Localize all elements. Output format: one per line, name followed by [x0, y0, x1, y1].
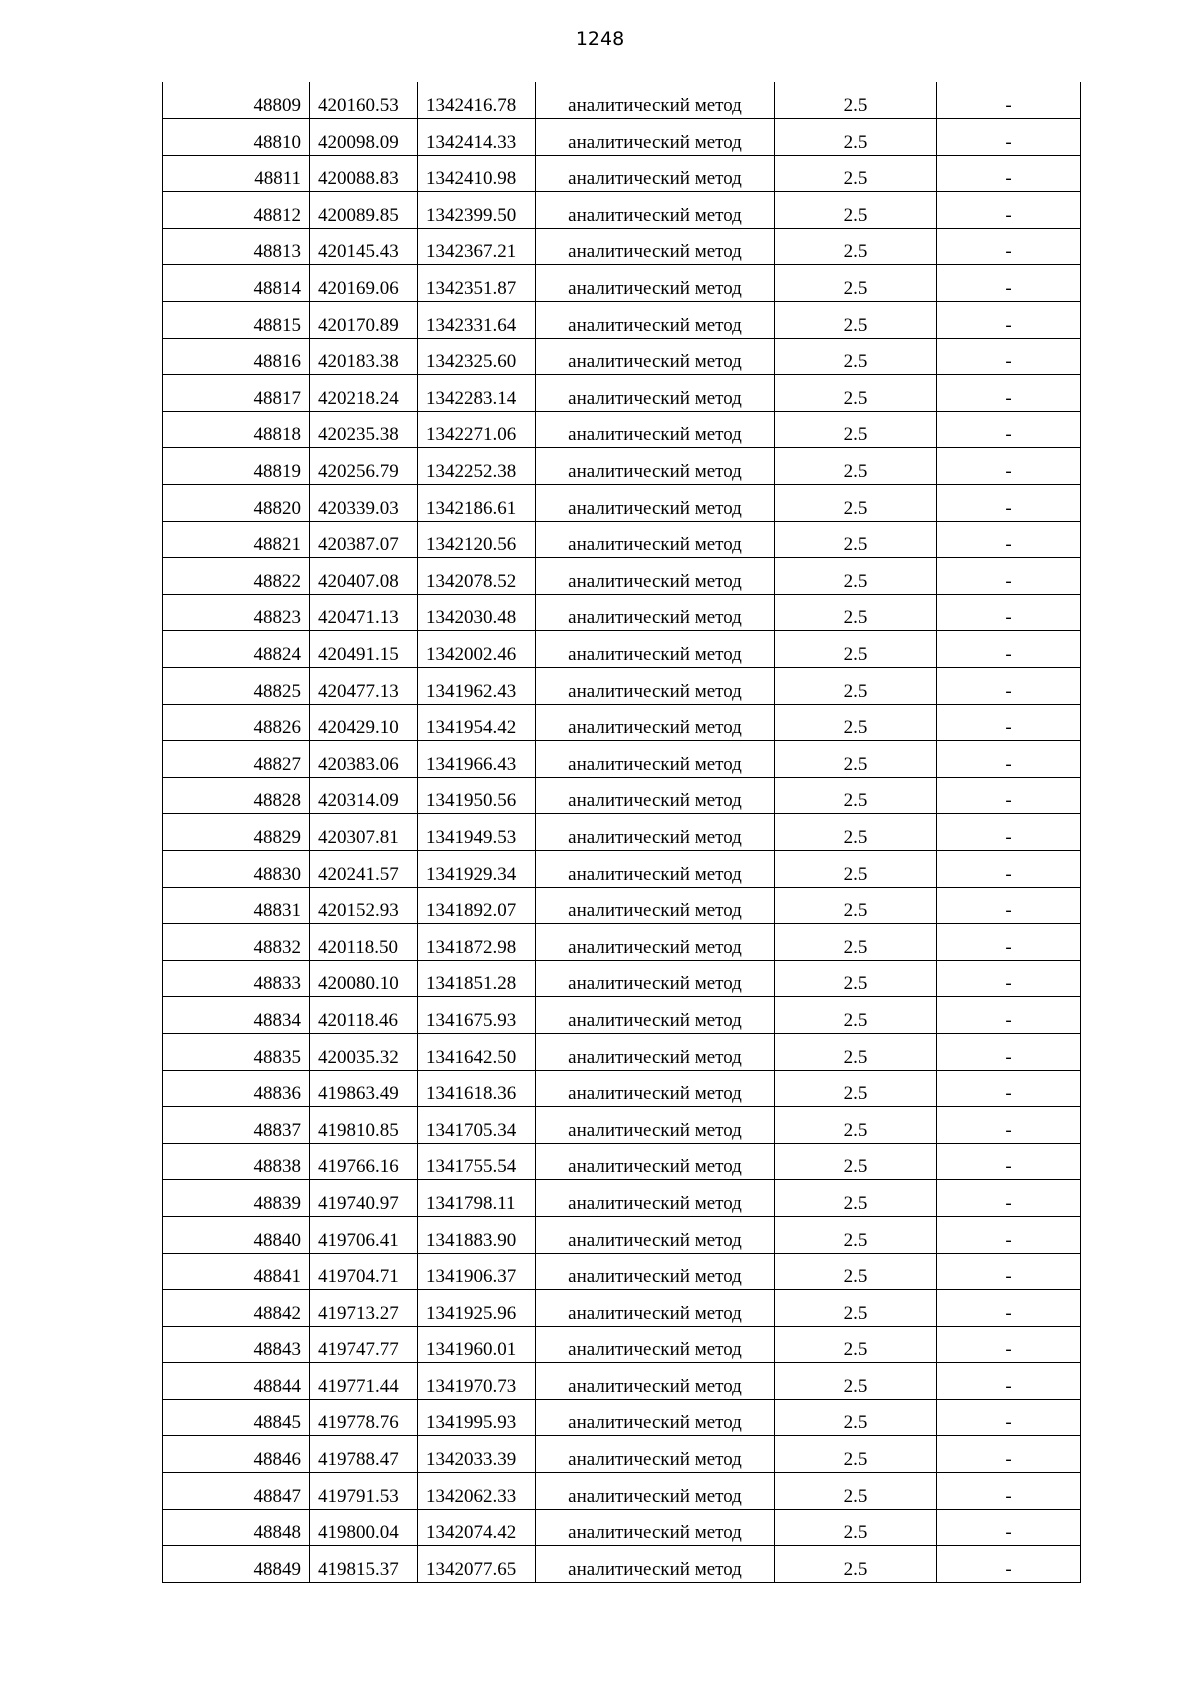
method-cell: аналитический метод	[536, 1107, 775, 1144]
table-row	[163, 1070, 1081, 1107]
x-coordinate-cell: 420256.79	[310, 448, 418, 485]
y-coordinate-cell: 1342414.33	[418, 119, 536, 156]
y-coordinate-cell: 1341755.54	[418, 1143, 536, 1180]
y-coordinate-cell: 1341949.53	[418, 814, 536, 851]
method-cell: аналитический метод	[536, 485, 775, 522]
x-coordinate-cell: 419800.04	[310, 1509, 418, 1546]
table-row	[163, 594, 1081, 631]
method-cell: аналитический метод	[536, 375, 775, 412]
description-cell: -	[937, 1290, 1081, 1327]
accuracy-cell: 2.5	[775, 1509, 937, 1546]
method-cell: аналитический метод	[536, 1436, 775, 1473]
table-row	[163, 850, 1081, 887]
table-row	[163, 887, 1081, 924]
y-coordinate-cell: 1341851.28	[418, 960, 536, 997]
y-coordinate-cell: 1342367.21	[418, 228, 536, 265]
point-number-cell: 48846	[163, 1436, 310, 1473]
description-cell: -	[937, 1107, 1081, 1144]
accuracy-cell: 2.5	[775, 631, 937, 668]
table-row	[163, 1216, 1081, 1253]
accuracy-cell: 2.5	[775, 1070, 937, 1107]
accuracy-cell: 2.5	[775, 1326, 937, 1363]
accuracy-cell: 2.5	[775, 1290, 937, 1327]
point-number-cell: 48818	[163, 411, 310, 448]
table-row	[163, 155, 1081, 192]
x-coordinate-cell: 420169.06	[310, 265, 418, 302]
accuracy-cell: 2.5	[775, 302, 937, 339]
description-cell: -	[937, 668, 1081, 705]
page-number: 1248	[575, 28, 625, 50]
method-cell: аналитический метод	[536, 814, 775, 851]
y-coordinate-cell: 1341995.93	[418, 1399, 536, 1436]
x-coordinate-cell: 420218.24	[310, 375, 418, 412]
point-number-cell: 48833	[163, 960, 310, 997]
point-number-cell: 48840	[163, 1216, 310, 1253]
method-cell: аналитический метод	[536, 1546, 775, 1583]
table-row	[163, 228, 1081, 265]
table-row	[163, 1509, 1081, 1546]
point-number-cell: 48814	[163, 265, 310, 302]
method-cell: аналитический метод	[536, 960, 775, 997]
point-number-cell: 48820	[163, 485, 310, 522]
description-cell: -	[937, 1253, 1081, 1290]
method-cell: аналитический метод	[536, 82, 775, 119]
description-cell: -	[937, 119, 1081, 156]
point-number-cell: 48836	[163, 1070, 310, 1107]
table-row	[163, 265, 1081, 302]
accuracy-cell: 2.5	[775, 924, 937, 961]
method-cell: аналитический метод	[536, 338, 775, 375]
accuracy-cell: 2.5	[775, 228, 937, 265]
description-cell: -	[937, 1363, 1081, 1400]
y-coordinate-cell: 1342351.87	[418, 265, 536, 302]
method-cell: аналитический метод	[536, 850, 775, 887]
table-row	[163, 814, 1081, 851]
description-cell: -	[937, 1399, 1081, 1436]
description-cell: -	[937, 1436, 1081, 1473]
description-cell: -	[937, 448, 1081, 485]
accuracy-cell: 2.5	[775, 850, 937, 887]
point-number-cell: 48845	[163, 1399, 310, 1436]
method-cell: аналитический метод	[536, 302, 775, 339]
x-coordinate-cell: 420339.03	[310, 485, 418, 522]
description-cell: -	[937, 631, 1081, 668]
method-cell: аналитический метод	[536, 924, 775, 961]
y-coordinate-cell: 1342120.56	[418, 521, 536, 558]
accuracy-cell: 2.5	[775, 82, 937, 119]
description-cell: -	[937, 1509, 1081, 1546]
x-coordinate-cell: 419740.97	[310, 1180, 418, 1217]
x-coordinate-cell: 420145.43	[310, 228, 418, 265]
point-number-cell: 48830	[163, 850, 310, 887]
accuracy-cell: 2.5	[775, 192, 937, 229]
accuracy-cell: 2.5	[775, 594, 937, 631]
y-coordinate-cell: 1342271.06	[418, 411, 536, 448]
x-coordinate-cell: 419863.49	[310, 1070, 418, 1107]
accuracy-cell: 2.5	[775, 1363, 937, 1400]
accuracy-cell: 2.5	[775, 741, 937, 778]
point-number-cell: 48837	[163, 1107, 310, 1144]
y-coordinate-cell: 1342325.60	[418, 338, 536, 375]
description-cell: -	[937, 302, 1081, 339]
method-cell: аналитический метод	[536, 155, 775, 192]
x-coordinate-cell: 420307.81	[310, 814, 418, 851]
description-cell: -	[937, 485, 1081, 522]
point-number-cell: 48847	[163, 1473, 310, 1510]
y-coordinate-cell: 1341925.96	[418, 1290, 536, 1327]
description-cell: -	[937, 1180, 1081, 1217]
accuracy-cell: 2.5	[775, 375, 937, 412]
description-cell: -	[937, 521, 1081, 558]
accuracy-cell: 2.5	[775, 668, 937, 705]
point-number-cell: 48819	[163, 448, 310, 485]
x-coordinate-cell: 420183.38	[310, 338, 418, 375]
description-cell: -	[937, 1326, 1081, 1363]
description-cell: -	[937, 265, 1081, 302]
description-cell: -	[937, 1546, 1081, 1583]
accuracy-cell: 2.5	[775, 338, 937, 375]
method-cell: аналитический метод	[536, 741, 775, 778]
description-cell: -	[937, 960, 1081, 997]
table-row	[163, 1399, 1081, 1436]
table-row	[163, 302, 1081, 339]
method-cell: аналитический метод	[536, 1216, 775, 1253]
description-cell: -	[937, 850, 1081, 887]
y-coordinate-cell: 1342416.78	[418, 82, 536, 119]
x-coordinate-cell: 420118.46	[310, 997, 418, 1034]
point-number-cell: 48841	[163, 1253, 310, 1290]
method-cell: аналитический метод	[536, 1143, 775, 1180]
method-cell: аналитический метод	[536, 448, 775, 485]
point-number-cell: 48812	[163, 192, 310, 229]
y-coordinate-cell: 1341872.98	[418, 924, 536, 961]
method-cell: аналитический метод	[536, 1253, 775, 1290]
table-row	[163, 1107, 1081, 1144]
y-coordinate-cell: 1341966.43	[418, 741, 536, 778]
table-row	[163, 924, 1081, 961]
table-row	[163, 448, 1081, 485]
table-row	[163, 1363, 1081, 1400]
x-coordinate-cell: 419788.47	[310, 1436, 418, 1473]
table-row	[163, 668, 1081, 705]
y-coordinate-cell: 1341960.01	[418, 1326, 536, 1363]
point-number-cell: 48827	[163, 741, 310, 778]
y-coordinate-cell: 1342062.33	[418, 1473, 536, 1510]
table-row	[163, 704, 1081, 741]
y-coordinate-cell: 1341642.50	[418, 1033, 536, 1070]
method-cell: аналитический метод	[536, 411, 775, 448]
accuracy-cell: 2.5	[775, 1253, 937, 1290]
point-number-cell: 48849	[163, 1546, 310, 1583]
point-number-cell: 48811	[163, 155, 310, 192]
y-coordinate-cell: 1341962.43	[418, 668, 536, 705]
point-number-cell: 48817	[163, 375, 310, 412]
table-row	[163, 192, 1081, 229]
description-cell: -	[937, 594, 1081, 631]
method-cell: аналитический метод	[536, 558, 775, 595]
description-cell: -	[937, 777, 1081, 814]
table-row	[163, 82, 1081, 119]
y-coordinate-cell: 1342030.48	[418, 594, 536, 631]
y-coordinate-cell: 1342078.52	[418, 558, 536, 595]
table-row	[163, 119, 1081, 156]
x-coordinate-cell: 419810.85	[310, 1107, 418, 1144]
accuracy-cell: 2.5	[775, 777, 937, 814]
table-row	[163, 1436, 1081, 1473]
method-cell: аналитический метод	[536, 594, 775, 631]
x-coordinate-cell: 420241.57	[310, 850, 418, 887]
table-row	[163, 1290, 1081, 1327]
x-coordinate-cell: 420160.53	[310, 82, 418, 119]
x-coordinate-cell: 420477.13	[310, 668, 418, 705]
point-number-cell: 48848	[163, 1509, 310, 1546]
point-number-cell: 48821	[163, 521, 310, 558]
description-cell: -	[937, 924, 1081, 961]
method-cell: аналитический метод	[536, 1326, 775, 1363]
method-cell: аналитический метод	[536, 1290, 775, 1327]
method-cell: аналитический метод	[536, 1363, 775, 1400]
point-number-cell: 48823	[163, 594, 310, 631]
point-number-cell: 48842	[163, 1290, 310, 1327]
description-cell: -	[937, 1070, 1081, 1107]
point-number-cell: 48832	[163, 924, 310, 961]
point-number-cell: 48839	[163, 1180, 310, 1217]
y-coordinate-cell: 1341705.34	[418, 1107, 536, 1144]
method-cell: аналитический метод	[536, 521, 775, 558]
method-cell: аналитический метод	[536, 1509, 775, 1546]
description-cell: -	[937, 411, 1081, 448]
accuracy-cell: 2.5	[775, 1143, 937, 1180]
table-row	[163, 485, 1081, 522]
x-coordinate-cell: 420118.50	[310, 924, 418, 961]
description-cell: -	[937, 155, 1081, 192]
point-number-cell: 48831	[163, 887, 310, 924]
accuracy-cell: 2.5	[775, 704, 937, 741]
x-coordinate-cell: 420152.93	[310, 887, 418, 924]
point-number-cell: 48816	[163, 338, 310, 375]
accuracy-cell: 2.5	[775, 448, 937, 485]
x-coordinate-cell: 419791.53	[310, 1473, 418, 1510]
table-row	[163, 741, 1081, 778]
x-coordinate-cell: 420383.06	[310, 741, 418, 778]
table-row	[163, 631, 1081, 668]
y-coordinate-cell: 1341675.93	[418, 997, 536, 1034]
y-coordinate-cell: 1342252.38	[418, 448, 536, 485]
point-number-cell: 48813	[163, 228, 310, 265]
accuracy-cell: 2.5	[775, 960, 937, 997]
point-number-cell: 48815	[163, 302, 310, 339]
point-number-cell: 48825	[163, 668, 310, 705]
x-coordinate-cell: 419747.77	[310, 1326, 418, 1363]
accuracy-cell: 2.5	[775, 1473, 937, 1510]
table-row	[163, 1326, 1081, 1363]
method-cell: аналитический метод	[536, 119, 775, 156]
x-coordinate-cell: 419704.71	[310, 1253, 418, 1290]
description-cell: -	[937, 704, 1081, 741]
table-row	[163, 960, 1081, 997]
method-cell: аналитический метод	[536, 1033, 775, 1070]
x-coordinate-cell: 419778.76	[310, 1399, 418, 1436]
accuracy-cell: 2.5	[775, 521, 937, 558]
table-row	[163, 338, 1081, 375]
accuracy-cell: 2.5	[775, 1033, 937, 1070]
method-cell: аналитический метод	[536, 631, 775, 668]
point-number-cell: 48844	[163, 1363, 310, 1400]
accuracy-cell: 2.5	[775, 1180, 937, 1217]
table-row	[163, 1143, 1081, 1180]
method-cell: аналитический метод	[536, 887, 775, 924]
method-cell: аналитический метод	[536, 997, 775, 1034]
y-coordinate-cell: 1342410.98	[418, 155, 536, 192]
y-coordinate-cell: 1341954.42	[418, 704, 536, 741]
description-cell: -	[937, 82, 1081, 119]
y-coordinate-cell: 1342283.14	[418, 375, 536, 412]
method-cell: аналитический метод	[536, 228, 775, 265]
point-number-cell: 48829	[163, 814, 310, 851]
x-coordinate-cell: 419766.16	[310, 1143, 418, 1180]
x-coordinate-cell: 420098.09	[310, 119, 418, 156]
y-coordinate-cell: 1342033.39	[418, 1436, 536, 1473]
description-cell: -	[937, 375, 1081, 412]
x-coordinate-cell: 419713.27	[310, 1290, 418, 1327]
y-coordinate-cell: 1342331.64	[418, 302, 536, 339]
accuracy-cell: 2.5	[775, 119, 937, 156]
table-row	[163, 521, 1081, 558]
table-row	[163, 411, 1081, 448]
point-number-cell: 48810	[163, 119, 310, 156]
x-coordinate-cell: 420314.09	[310, 777, 418, 814]
accuracy-cell: 2.5	[775, 411, 937, 448]
point-number-cell: 48835	[163, 1033, 310, 1070]
method-cell: аналитический метод	[536, 668, 775, 705]
x-coordinate-cell: 420089.85	[310, 192, 418, 229]
accuracy-cell: 2.5	[775, 814, 937, 851]
y-coordinate-cell: 1341883.90	[418, 1216, 536, 1253]
description-cell: -	[937, 1143, 1081, 1180]
y-coordinate-cell: 1342002.46	[418, 631, 536, 668]
x-coordinate-cell: 420088.83	[310, 155, 418, 192]
method-cell: аналитический метод	[536, 1180, 775, 1217]
accuracy-cell: 2.5	[775, 1216, 937, 1253]
accuracy-cell: 2.5	[775, 485, 937, 522]
method-cell: аналитический метод	[536, 777, 775, 814]
coordinates-table	[162, 82, 1081, 1583]
point-number-cell: 48838	[163, 1143, 310, 1180]
table-row	[163, 1473, 1081, 1510]
description-cell: -	[937, 228, 1081, 265]
x-coordinate-cell: 420387.07	[310, 521, 418, 558]
y-coordinate-cell: 1342186.61	[418, 485, 536, 522]
description-cell: -	[937, 1473, 1081, 1510]
x-coordinate-cell: 419706.41	[310, 1216, 418, 1253]
table-row	[163, 375, 1081, 412]
y-coordinate-cell: 1341970.73	[418, 1363, 536, 1400]
method-cell: аналитический метод	[536, 192, 775, 229]
x-coordinate-cell: 420407.08	[310, 558, 418, 595]
table-row	[163, 1253, 1081, 1290]
y-coordinate-cell: 1341950.56	[418, 777, 536, 814]
coordinates-table-body	[163, 82, 1081, 1582]
y-coordinate-cell: 1341906.37	[418, 1253, 536, 1290]
x-coordinate-cell: 419771.44	[310, 1363, 418, 1400]
x-coordinate-cell: 420035.32	[310, 1033, 418, 1070]
table-row	[163, 1546, 1081, 1583]
y-coordinate-cell: 1341618.36	[418, 1070, 536, 1107]
description-cell: -	[937, 814, 1081, 851]
table-row	[163, 777, 1081, 814]
description-cell: -	[937, 1216, 1081, 1253]
method-cell: аналитический метод	[536, 1399, 775, 1436]
accuracy-cell: 2.5	[775, 1546, 937, 1583]
accuracy-cell: 2.5	[775, 887, 937, 924]
method-cell: аналитический метод	[536, 265, 775, 302]
y-coordinate-cell: 1342399.50	[418, 192, 536, 229]
description-cell: -	[937, 741, 1081, 778]
x-coordinate-cell: 420429.10	[310, 704, 418, 741]
table-row	[163, 1033, 1081, 1070]
table-row	[163, 558, 1081, 595]
accuracy-cell: 2.5	[775, 1399, 937, 1436]
table-row	[163, 997, 1081, 1034]
point-number-cell: 48843	[163, 1326, 310, 1363]
y-coordinate-cell: 1341929.34	[418, 850, 536, 887]
table-row	[163, 1180, 1081, 1217]
description-cell: -	[937, 1033, 1081, 1070]
x-coordinate-cell: 420080.10	[310, 960, 418, 997]
description-cell: -	[937, 887, 1081, 924]
description-cell: -	[937, 558, 1081, 595]
accuracy-cell: 2.5	[775, 1436, 937, 1473]
x-coordinate-cell: 420491.15	[310, 631, 418, 668]
accuracy-cell: 2.5	[775, 1107, 937, 1144]
point-number-cell: 48834	[163, 997, 310, 1034]
point-number-cell: 48824	[163, 631, 310, 668]
accuracy-cell: 2.5	[775, 558, 937, 595]
point-number-cell: 48809	[163, 82, 310, 119]
accuracy-cell: 2.5	[775, 997, 937, 1034]
point-number-cell: 48826	[163, 704, 310, 741]
description-cell: -	[937, 997, 1081, 1034]
y-coordinate-cell: 1342077.65	[418, 1546, 536, 1583]
x-coordinate-cell: 419815.37	[310, 1546, 418, 1583]
method-cell: аналитический метод	[536, 704, 775, 741]
x-coordinate-cell: 420471.13	[310, 594, 418, 631]
y-coordinate-cell: 1341892.07	[418, 887, 536, 924]
y-coordinate-cell: 1342074.42	[418, 1509, 536, 1546]
method-cell: аналитический метод	[536, 1473, 775, 1510]
y-coordinate-cell: 1341798.11	[418, 1180, 536, 1217]
description-cell: -	[937, 192, 1081, 229]
description-cell: -	[937, 338, 1081, 375]
point-number-cell: 48828	[163, 777, 310, 814]
point-number-cell: 48822	[163, 558, 310, 595]
x-coordinate-cell: 420170.89	[310, 302, 418, 339]
accuracy-cell: 2.5	[775, 155, 937, 192]
x-coordinate-cell: 420235.38	[310, 411, 418, 448]
accuracy-cell: 2.5	[775, 265, 937, 302]
method-cell: аналитический метод	[536, 1070, 775, 1107]
